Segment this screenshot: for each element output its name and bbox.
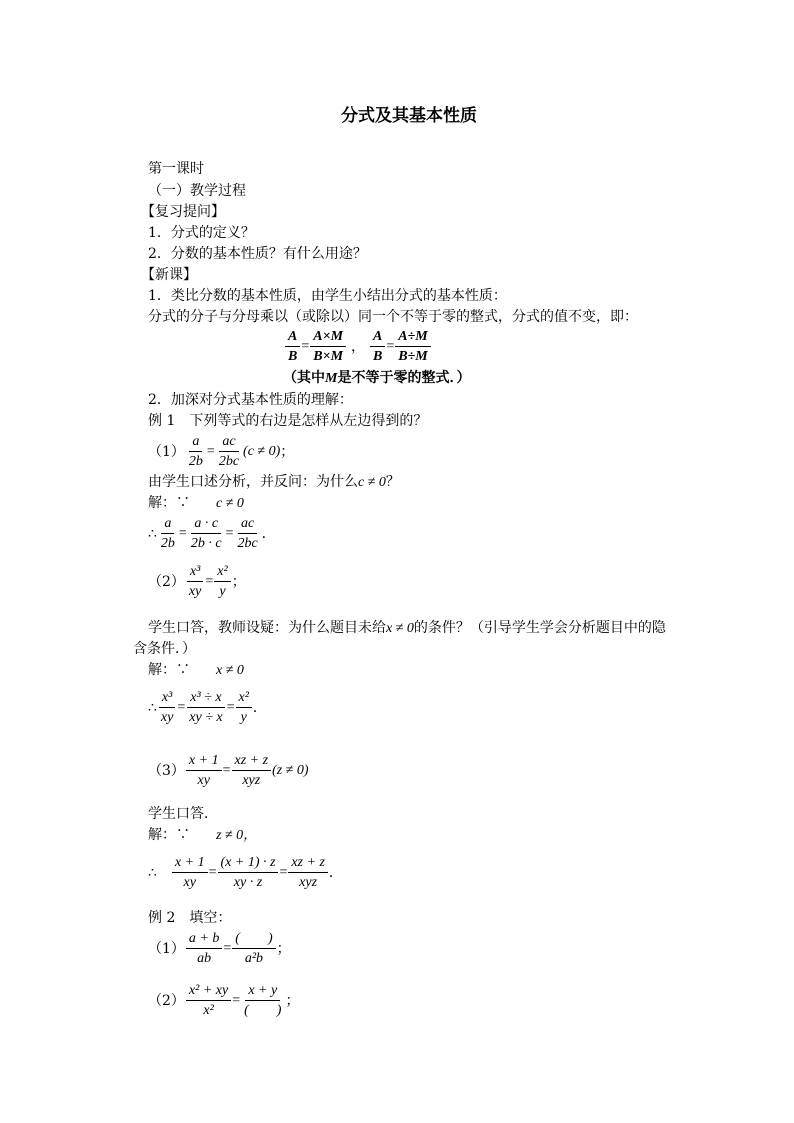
discussion-condition: x ≠ 0 bbox=[386, 621, 414, 636]
equals-sign: = bbox=[386, 338, 395, 354]
fraction-div-m: $\frac{A\div M}{B\div M}$ bbox=[395, 327, 430, 366]
item-index: （3） bbox=[148, 762, 185, 779]
item-index: （1） bbox=[148, 443, 185, 460]
item-index: （2） bbox=[148, 992, 185, 1009]
ask-why bbox=[148, 472, 400, 493]
student-answer: 学生口答． bbox=[148, 806, 218, 822]
ask-condition: c ≠ 0 bbox=[358, 475, 386, 490]
new-point-2: 2．加深对分式基本性质的理解： bbox=[148, 392, 353, 408]
ask-end: ？ bbox=[385, 474, 400, 490]
discussion-line-1 bbox=[148, 618, 666, 639]
new-point-1: 1．类比分数的基本性质，由学生小结出分式的基本性质： bbox=[148, 288, 507, 304]
review-question-2: 2．分数的基本性质？有什么用途？ bbox=[148, 246, 367, 262]
punctuation: ； bbox=[285, 992, 300, 1009]
note-prefix: （其中 bbox=[283, 370, 325, 386]
review-header: 【复习提问】 bbox=[141, 204, 225, 220]
equals-sign: = bbox=[225, 525, 234, 541]
fraction: $\frac{ac}{2bc}$ bbox=[237, 516, 258, 551]
new-lesson-header: 【新课】 bbox=[141, 267, 197, 283]
fraction: $\frac{a}{2b}$ bbox=[188, 434, 203, 469]
equals-sign: = bbox=[232, 992, 241, 1008]
fraction: $\frac{xz + z}{\text{xyz}}$ bbox=[288, 853, 328, 892]
fraction: $\frac{\text{x²}}{y}$ bbox=[214, 562, 230, 601]
example-2-label: 例 2 填空： bbox=[148, 910, 232, 926]
fraction: $\frac{xz + z}{\text{xyz}}$ bbox=[232, 751, 272, 790]
process-heading: （一）教学过程 bbox=[148, 183, 246, 199]
fraction: $\frac{\text{x³ ÷ x}}{xy \div x}$ bbox=[189, 690, 223, 725]
fraction: $\frac{ac}{2bc}$ bbox=[218, 434, 240, 469]
fraction: $\frac{\text{x²}}{y}$ bbox=[236, 688, 252, 727]
therefore-symbol: ∴ bbox=[148, 864, 157, 881]
solution-3-derivation bbox=[148, 853, 343, 892]
fraction-times-m: $\frac{A\times M}{B\times M}$ bbox=[310, 327, 346, 366]
equals-sign: = bbox=[301, 338, 310, 354]
solution-1-given bbox=[148, 493, 244, 514]
therefore-symbol: ∴ bbox=[148, 525, 157, 542]
fraction: $\frac{(x + 1) \cdot z}{xy \cdot z}$ bbox=[218, 853, 279, 892]
punctuation: ． bbox=[328, 864, 343, 881]
equals-sign: = bbox=[206, 443, 215, 459]
fraction-a-over-b: $\frac{A}{B}$ bbox=[285, 327, 300, 366]
punctuation: ； bbox=[231, 573, 246, 590]
fraction: $\frac{x + 1}{xy}$ bbox=[172, 853, 208, 892]
condition: (z ≠ 0) bbox=[272, 762, 309, 778]
solution-label: 解：∵ bbox=[148, 495, 190, 511]
fraction-a-over-b-2: $\frac{A}{B}$ bbox=[370, 327, 385, 366]
solution-condition: c ≠ 0 bbox=[216, 496, 244, 511]
solution-label: 解：∵ bbox=[148, 662, 190, 678]
solution-2-derivation bbox=[148, 688, 267, 727]
equals-sign: = bbox=[226, 699, 235, 715]
solution-2-given bbox=[148, 660, 244, 681]
note-variable: M bbox=[325, 371, 338, 386]
condition: (c ≠ 0) bbox=[243, 443, 281, 459]
fraction: $\frac{a}{2b}$ bbox=[160, 516, 175, 551]
fraction: $\frac{\text{x³}}{xy}$ bbox=[160, 690, 174, 725]
example-1-item-3 bbox=[148, 751, 309, 790]
solution-label: 解：∵ bbox=[148, 827, 190, 843]
review-question-1: 1．分式的定义？ bbox=[148, 225, 255, 241]
example-1-label: 例 1 下列等式的右边是怎样从左边得到的？ bbox=[148, 413, 428, 429]
equals-sign: = bbox=[178, 525, 187, 541]
comma: ， bbox=[351, 338, 366, 355]
property-formula bbox=[284, 327, 432, 366]
punctuation: ． bbox=[261, 525, 276, 542]
equals-sign: = bbox=[208, 864, 217, 880]
therefore-symbol: ∴ bbox=[148, 699, 157, 716]
example-1-item-1 bbox=[148, 432, 294, 471]
lesson-label: 第一课时 bbox=[148, 161, 204, 177]
fraction-blank-numerator: $\frac{( )}{\text{a²b}}$ bbox=[232, 929, 275, 968]
discussion-line-2: 含条件．） bbox=[133, 641, 196, 657]
item-index: （2） bbox=[148, 573, 185, 590]
fraction: $\frac{\text{x² + xy}}{\text{x²}}$ bbox=[186, 981, 231, 1020]
item-index: （1） bbox=[148, 940, 185, 957]
example-2-item-1 bbox=[148, 929, 291, 968]
fraction: $\frac{a \cdot c}{2b \cdot c}$ bbox=[190, 516, 222, 551]
example-2-item-2 bbox=[148, 981, 299, 1020]
page-title: 分式及其基本性质 bbox=[341, 106, 477, 126]
discussion-text: 学生口答，教师设疑：为什么题目未给 bbox=[148, 620, 386, 636]
equals-sign: = bbox=[205, 573, 214, 589]
fraction: $\frac{\text{x³}}{xy}$ bbox=[188, 564, 202, 599]
equals-sign: = bbox=[223, 940, 232, 956]
property-note bbox=[283, 368, 470, 389]
fraction-blank-denominator: $\frac{x + y}{( )}$ bbox=[244, 983, 282, 1018]
solution-condition: z ≠ 0， bbox=[216, 828, 258, 843]
punctuation: ； bbox=[276, 940, 291, 957]
punctuation: ． bbox=[252, 699, 267, 716]
equals-sign: = bbox=[279, 864, 288, 880]
note-suffix: 是不等于零的整式．） bbox=[337, 370, 471, 386]
discussion-text-2: 的条件？（引导学生学会分析题目中的隐 bbox=[413, 620, 666, 636]
solution-3-given bbox=[148, 825, 257, 846]
fraction: $\frac{x + 1}{xy}$ bbox=[186, 751, 222, 790]
equals-sign: = bbox=[222, 762, 231, 778]
solution-condition: x ≠ 0 bbox=[216, 663, 244, 678]
solution-1-derivation bbox=[148, 514, 276, 553]
ask-text: 由学生口述分析，并反问：为什么 bbox=[148, 474, 358, 490]
fraction: $\frac{a + b}{ab}$ bbox=[186, 929, 222, 968]
equals-sign: = bbox=[177, 699, 186, 715]
example-1-item-2 bbox=[148, 562, 246, 601]
punctuation: ； bbox=[280, 443, 295, 460]
new-point-1-desc: 分式的分子与分母乘以（或除以）同一个不等于零的整式，分式的值不变，即： bbox=[148, 309, 638, 325]
